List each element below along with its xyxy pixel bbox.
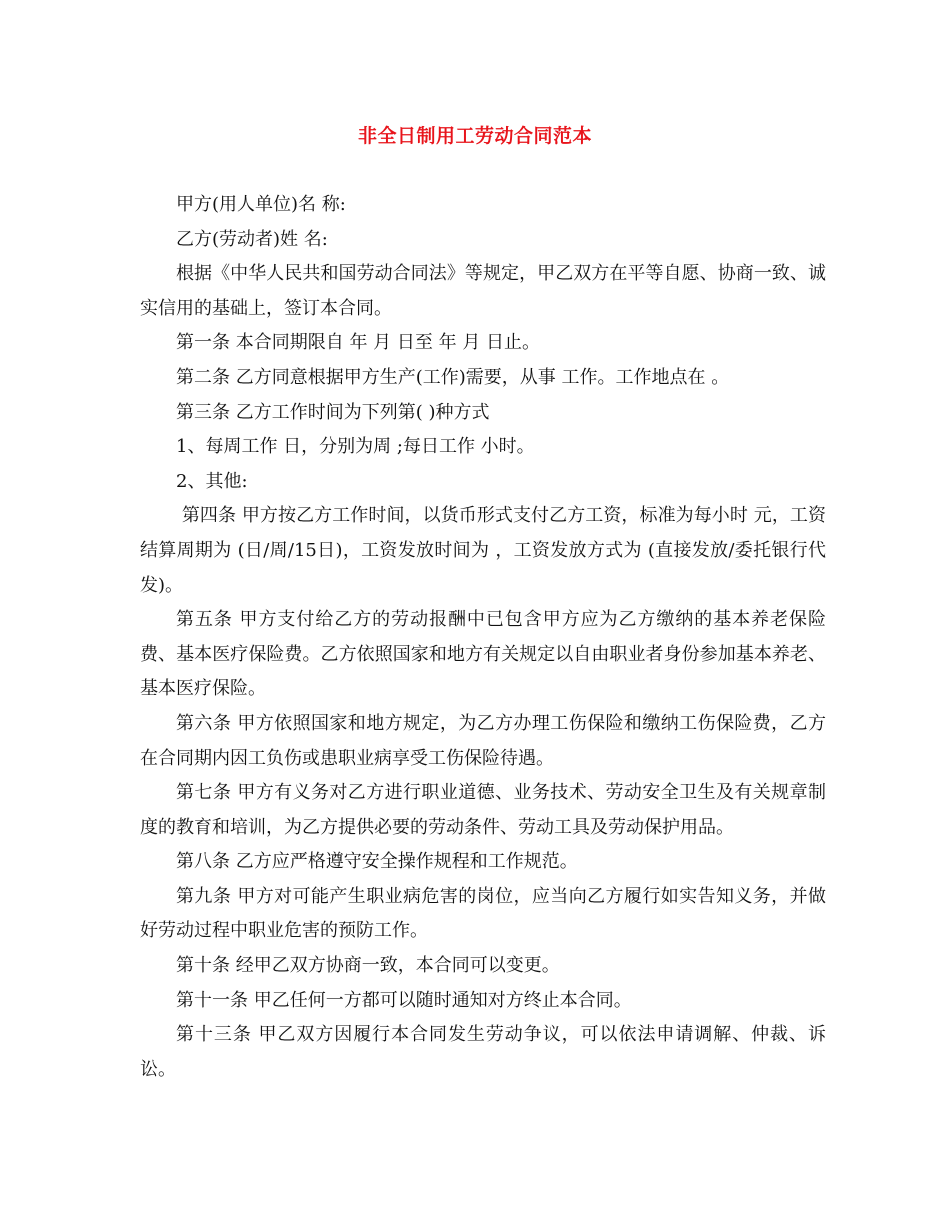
- article-3-option-2: 2、其他:: [176, 470, 248, 492]
- party-a-name-line: 甲方(用人单位)名 称:: [176, 194, 346, 215]
- document-body: [140, 188, 826, 1087]
- article-4: 第四条 甲方按乙方工作时间，以货币形式支付乙方工资，标准为每小时 元，工资结算周期为 (日/周/15日)，工资发放时间为 ，工资发放方式为 (直接发放/委托银行代发)。: [140, 505, 826, 596]
- article-7: 第七条 甲方有义务对乙方进行职业道德、业务技术、劳动安全卫生及有关规章制度的教育和培训，为乙方提供必要的劳动条件、劳动工具及劳动保护用品。: [140, 782, 826, 838]
- article-8: 第八条 乙方应严格遵守安全操作规程和工作规范。: [176, 851, 578, 873]
- party-b-name-line: 乙方(劳动者)姓 名:: [176, 228, 328, 250]
- article-5: 第五条 甲方支付给乙方的劳动报酬中已包含甲方应为乙方缴纳的基本养老保险费、基本医疗保险费。乙方依照国家和地方有关规定以自由职业者身份参加基本养老、基本医疗保险。: [140, 609, 826, 700]
- article-11: 第十一条 甲乙任何一方都可以随时通知对方终止本合同。: [176, 989, 632, 1011]
- article-9: 第九条 甲方对可能产生职业病危害的岗位，应当向乙方履行如实告知义务，并做好劳动过程中职业危害的预防工作。: [140, 885, 826, 942]
- preamble-paragraph: 根据《中华人民共和国劳动合同法》等规定，甲乙双方在平等自愿、协商一致、诚实信用的基础上，签订本合同。: [140, 263, 826, 319]
- article-2: 第二条 乙方同意根据甲方生产(工作)需要，从事 工作。工作地点在 。: [176, 366, 730, 388]
- article-1: 第一条 本合同期限自 年 月 日至 年 月 日止。: [176, 332, 541, 354]
- article-10: 第十条 经甲乙双方协商一致，本合同可以变更。: [176, 955, 560, 977]
- article-3: 第三条 乙方工作时间为下列第( )种方式: [176, 401, 490, 423]
- article-13: 第十三条 甲乙双方因履行本合同发生劳动争议，可以依法申请调解、仲裁、诉讼。: [140, 1024, 826, 1080]
- document-title: 非全日制用工劳动合同范本: [357, 125, 592, 147]
- article-6: 第六条 甲方依照国家和地方规定，为乙方办理工伤保险和缴纳工伤保险费，乙方在合同期内因工负伤或患职业病享受工伤保险待遇。: [140, 712, 826, 769]
- article-3-option-1: 1、每周工作 日，分别为周 ;每日工作 小时。: [176, 436, 535, 458]
